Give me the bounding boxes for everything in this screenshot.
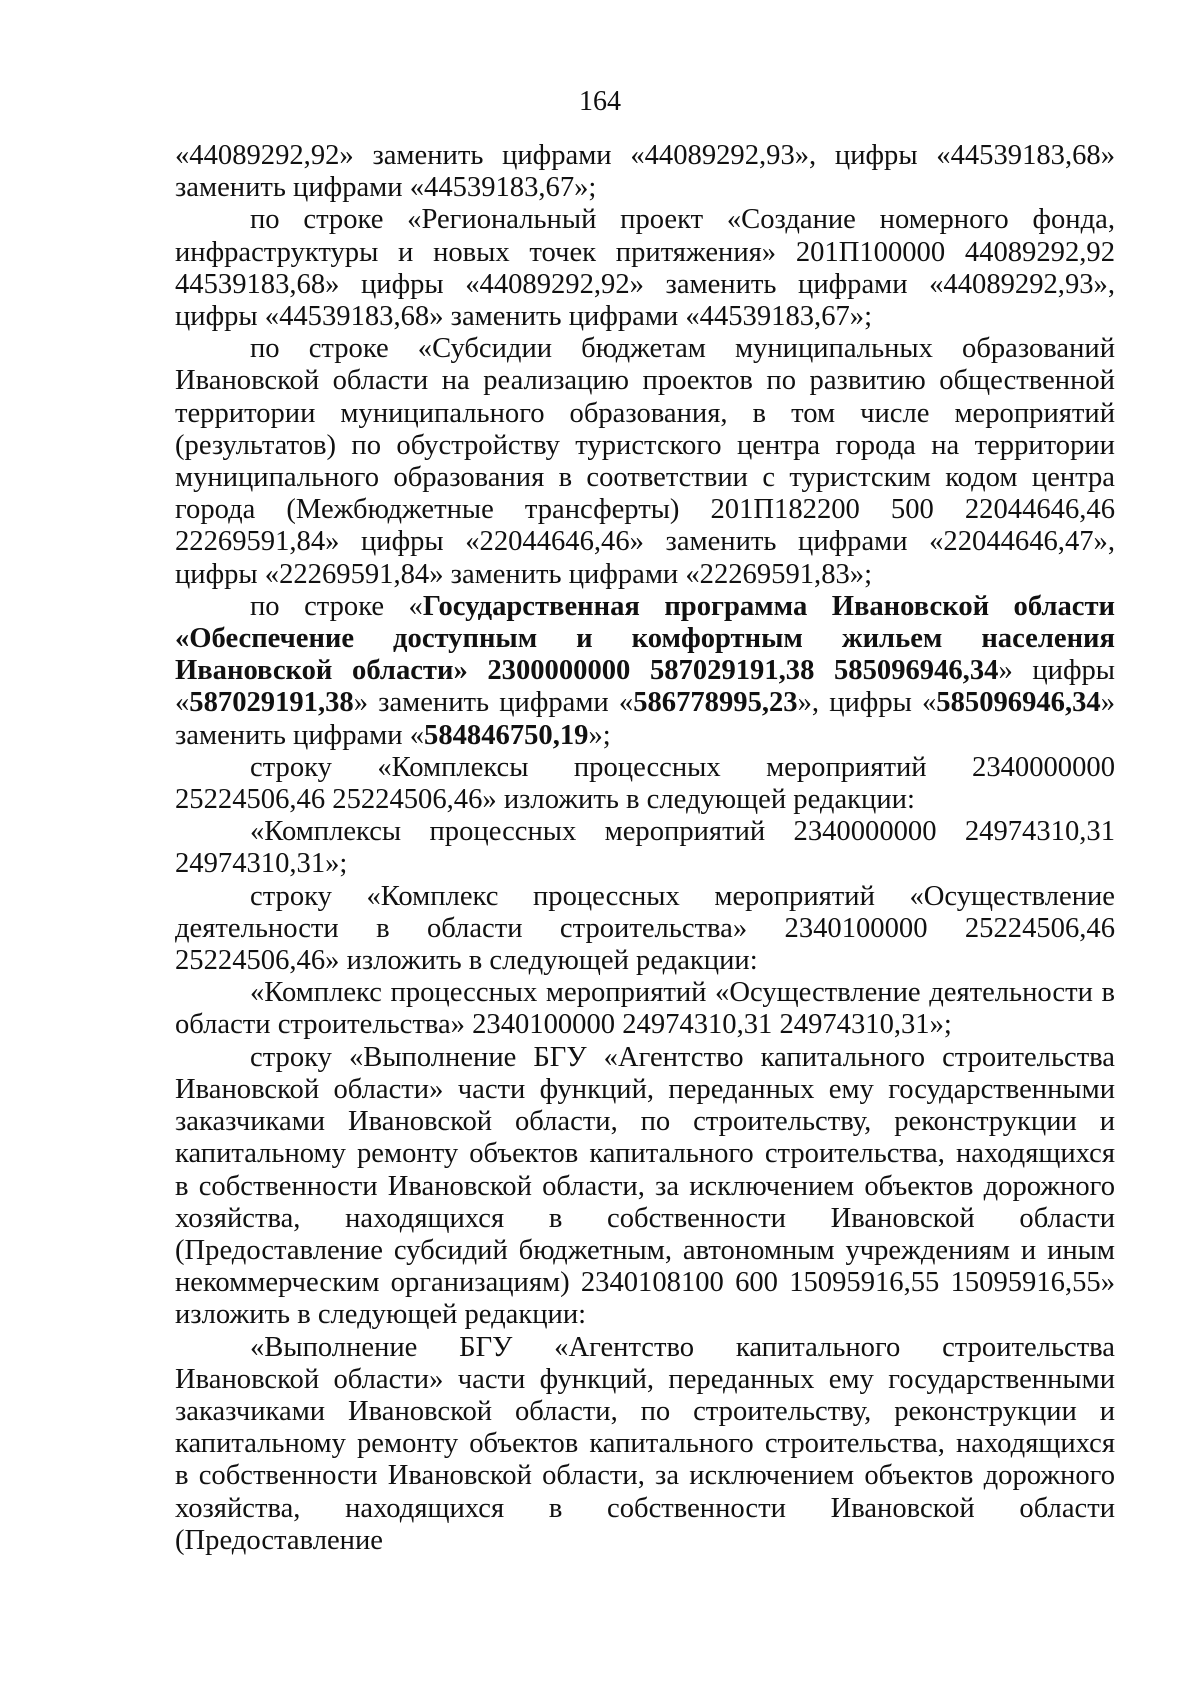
- paragraph: по строке «Субсидии бюджетам муниципальных образований Ивановской области на реализацию проектов по развитию общественной территории муниципального образования, в том числе мероприятий (результатов) по обустройству туристского центра города на территории муниципального образования в соответствии с туристским кодом центра города (Межбюджетные трансферты) 201П182200 500 22044646,46 22269591,84» цифры «22044646,46» заменить цифрами «22044646,47», цифры «22269591,84» заменить цифрами «22269591,83»;: [175, 333, 1115, 590]
- program-title-bold: Государственная программа Ивановской области «Обеспечение доступным и комфортным жильем населения Ивановской области» 2300000000 587029191,38 585096946,34: [175, 590, 1115, 687]
- paragraph: «Комплексы процессных мероприятий 2340000000 24974310,31 24974310,31»;: [175, 816, 1115, 880]
- text-run: », цифры «: [797, 687, 937, 719]
- paragraph: строку «Комплекс процессных мероприятий «Осуществление деятельности в области строительства» 2340100000 25224506,46 25224506,46» изложить в следующей редакции:: [175, 880, 1115, 977]
- amount-bold: 584846750,19: [424, 719, 589, 751]
- text-run: » заменить цифрами «: [353, 687, 634, 719]
- page-number: 164: [579, 86, 621, 117]
- text-run: » заменить цифрами «: [175, 687, 1116, 751]
- text-run: »;: [588, 719, 611, 751]
- paragraph: «Выполнение БГУ «Агентство капитального строительства Ивановской области» части функций, переданных ему государственными заказчиками Ивановской области, по строительству, реконструкции и капитальному ремонту объектов капитального строительства, находящихся в собственности Ивановской области, за исключением объектов дорожного хозяйства, находящихся в собственности Ивановской области (Предоставление: [175, 1331, 1115, 1556]
- amount-bold: 587029191,38: [189, 687, 354, 719]
- paragraph: строку «Комплексы процессных мероприятий 2340000000 25224506,46 25224506,46» изложить в следующей редакции:: [175, 751, 1115, 816]
- paragraph: «Комплекс процессных мероприятий «Осуществление деятельности в области строительства» 2340100000 24974310,31 24974310,31»;: [175, 977, 1115, 1041]
- text-run: по строке «: [250, 590, 423, 622]
- paragraph: по строке «Региональный проект «Создание номерного фонда, инфраструктуры и новых точек притяжения» 201П100000 44089292,92 44539183,68» цифры «44089292,92» заменить цифрами «44089292,93», цифры «44539183,68» заменить цифрами «44539183,67»;: [175, 204, 1115, 333]
- text-run: » цифры «: [175, 655, 1116, 719]
- paragraph: «44089292,92» заменить цифрами «44089292,93», цифры «44539183,68» заменить цифрами «44539183,67»;: [175, 140, 1115, 204]
- amount-bold: 585096946,34: [936, 687, 1101, 719]
- amount-bold: 586778995,23: [633, 687, 798, 719]
- paragraph-program-amendment: [175, 591, 1115, 752]
- paragraph: строку «Выполнение БГУ «Агентство капитального строительства Ивановской области» части функций, переданных ему государственными заказчиками Ивановской области, по строительству, реконструкции и капитальному ремонту объектов капитального строительства, находящихся в собственности Ивановской области, за исключением объектов дорожного хозяйства, находящихся в собственности Ивановской области (Предоставление субсидий бюджетным, автономным учреждениям и иным некоммерческим организациям) 2340108100 600 15095916,55 15095916,55» изложить в следующей редакции:: [175, 1041, 1115, 1331]
- document-body: [175, 140, 1115, 1557]
